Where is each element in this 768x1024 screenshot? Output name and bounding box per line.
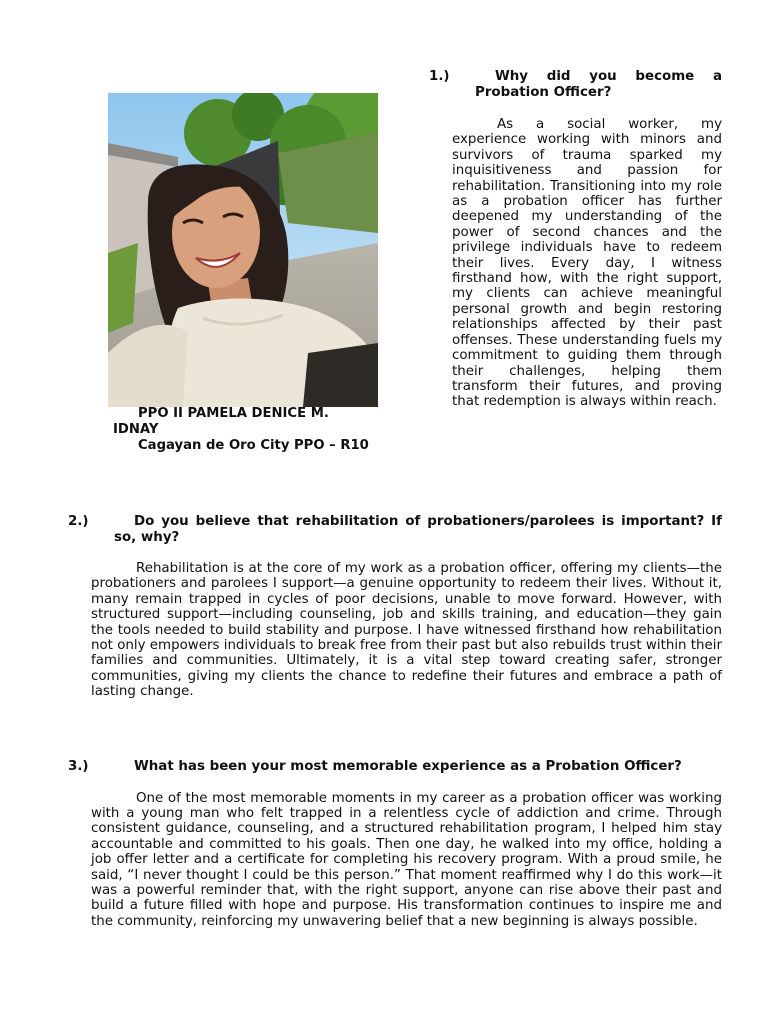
question-text: Why did you become a Probation Officer? — [475, 69, 722, 100]
answer-1: As a social worker, my experience working with minors and survivors of trauma sparked my inquisitiveness and passion for rehabilitation. Transitioning into my role as a probation officer has further deepened my understanding of the power of second chances and the privilege individuals have to redeem their lives. Every day, I witness firsthand how, with the right support, my clients can achieve meaningful personal growth and begin restoring relationships affected by their past offenses. These understanding fuels my commitment to guiding them through their challenges, helping them transform their futures, and proving that redemption is always within reach. — [452, 117, 722, 410]
question-text: Do you believe that rehabilitation of probationers/parolees is important? If so, why? — [114, 514, 722, 545]
question-block-1 — [429, 69, 722, 410]
office-location: Cagayan de Oro City PPO – R10 — [138, 438, 369, 453]
question-number: 2.) — [68, 514, 89, 529]
question-2 — [68, 514, 722, 545]
answer-3: One of the most memorable moments in my career as a probation officer was working with a young man who felt trapped in a relentless cycle of addiction and crime. Through consistent guidance, counseling, and a structured rehabilitation program, I helped him stay accountable and committed to his goals. Then one day, he walked into my office, holding a job offer letter and a certificate for completing his recovery program. With a proud smile, he said, “I never thought I could be this person.” That moment reaffirmed why I do this work—it was a powerful reminder that, with the right support, anyone can rise above their past and build a future filled with hope and purpose. His transformation continues to inspire me and the community, reinforcing my unwavering belief that a new beginning is always possible. — [91, 790, 722, 929]
profile-photo — [108, 93, 378, 407]
question-block-2 — [68, 514, 722, 700]
profile-caption — [113, 406, 373, 454]
question-number: 3.) — [68, 759, 89, 774]
question-3 — [68, 759, 722, 775]
question-block-3 — [68, 759, 722, 929]
question-text: What has been your most memorable experience as a Probation Officer? — [134, 759, 682, 774]
question-number: 1.) — [429, 69, 450, 84]
question-1 — [429, 69, 722, 100]
officer-name: PPO II PAMELA DENICE M. IDNAY — [113, 406, 329, 437]
answer-2: Rehabilitation is at the core of my work as a probation officer, offering my clients—the probationers and parolees I support—a genuine opportunity to redeem their lives. Without it, many remain trapped in cycles of poor decisions, unable to move forward. However, with structured support—including counseling, job and skills training, and education—they gain the tools needed to build stability and purpose. I have witnessed firsthand how rehabilitation not only empowers individuals to break free from their past but also rebuilds trust within their families and communities. Ultimately, it is a vital step toward creating safer, stronger communities, giving my clients the chance to redefine their futures and embrace a path of lasting change. — [91, 561, 722, 700]
